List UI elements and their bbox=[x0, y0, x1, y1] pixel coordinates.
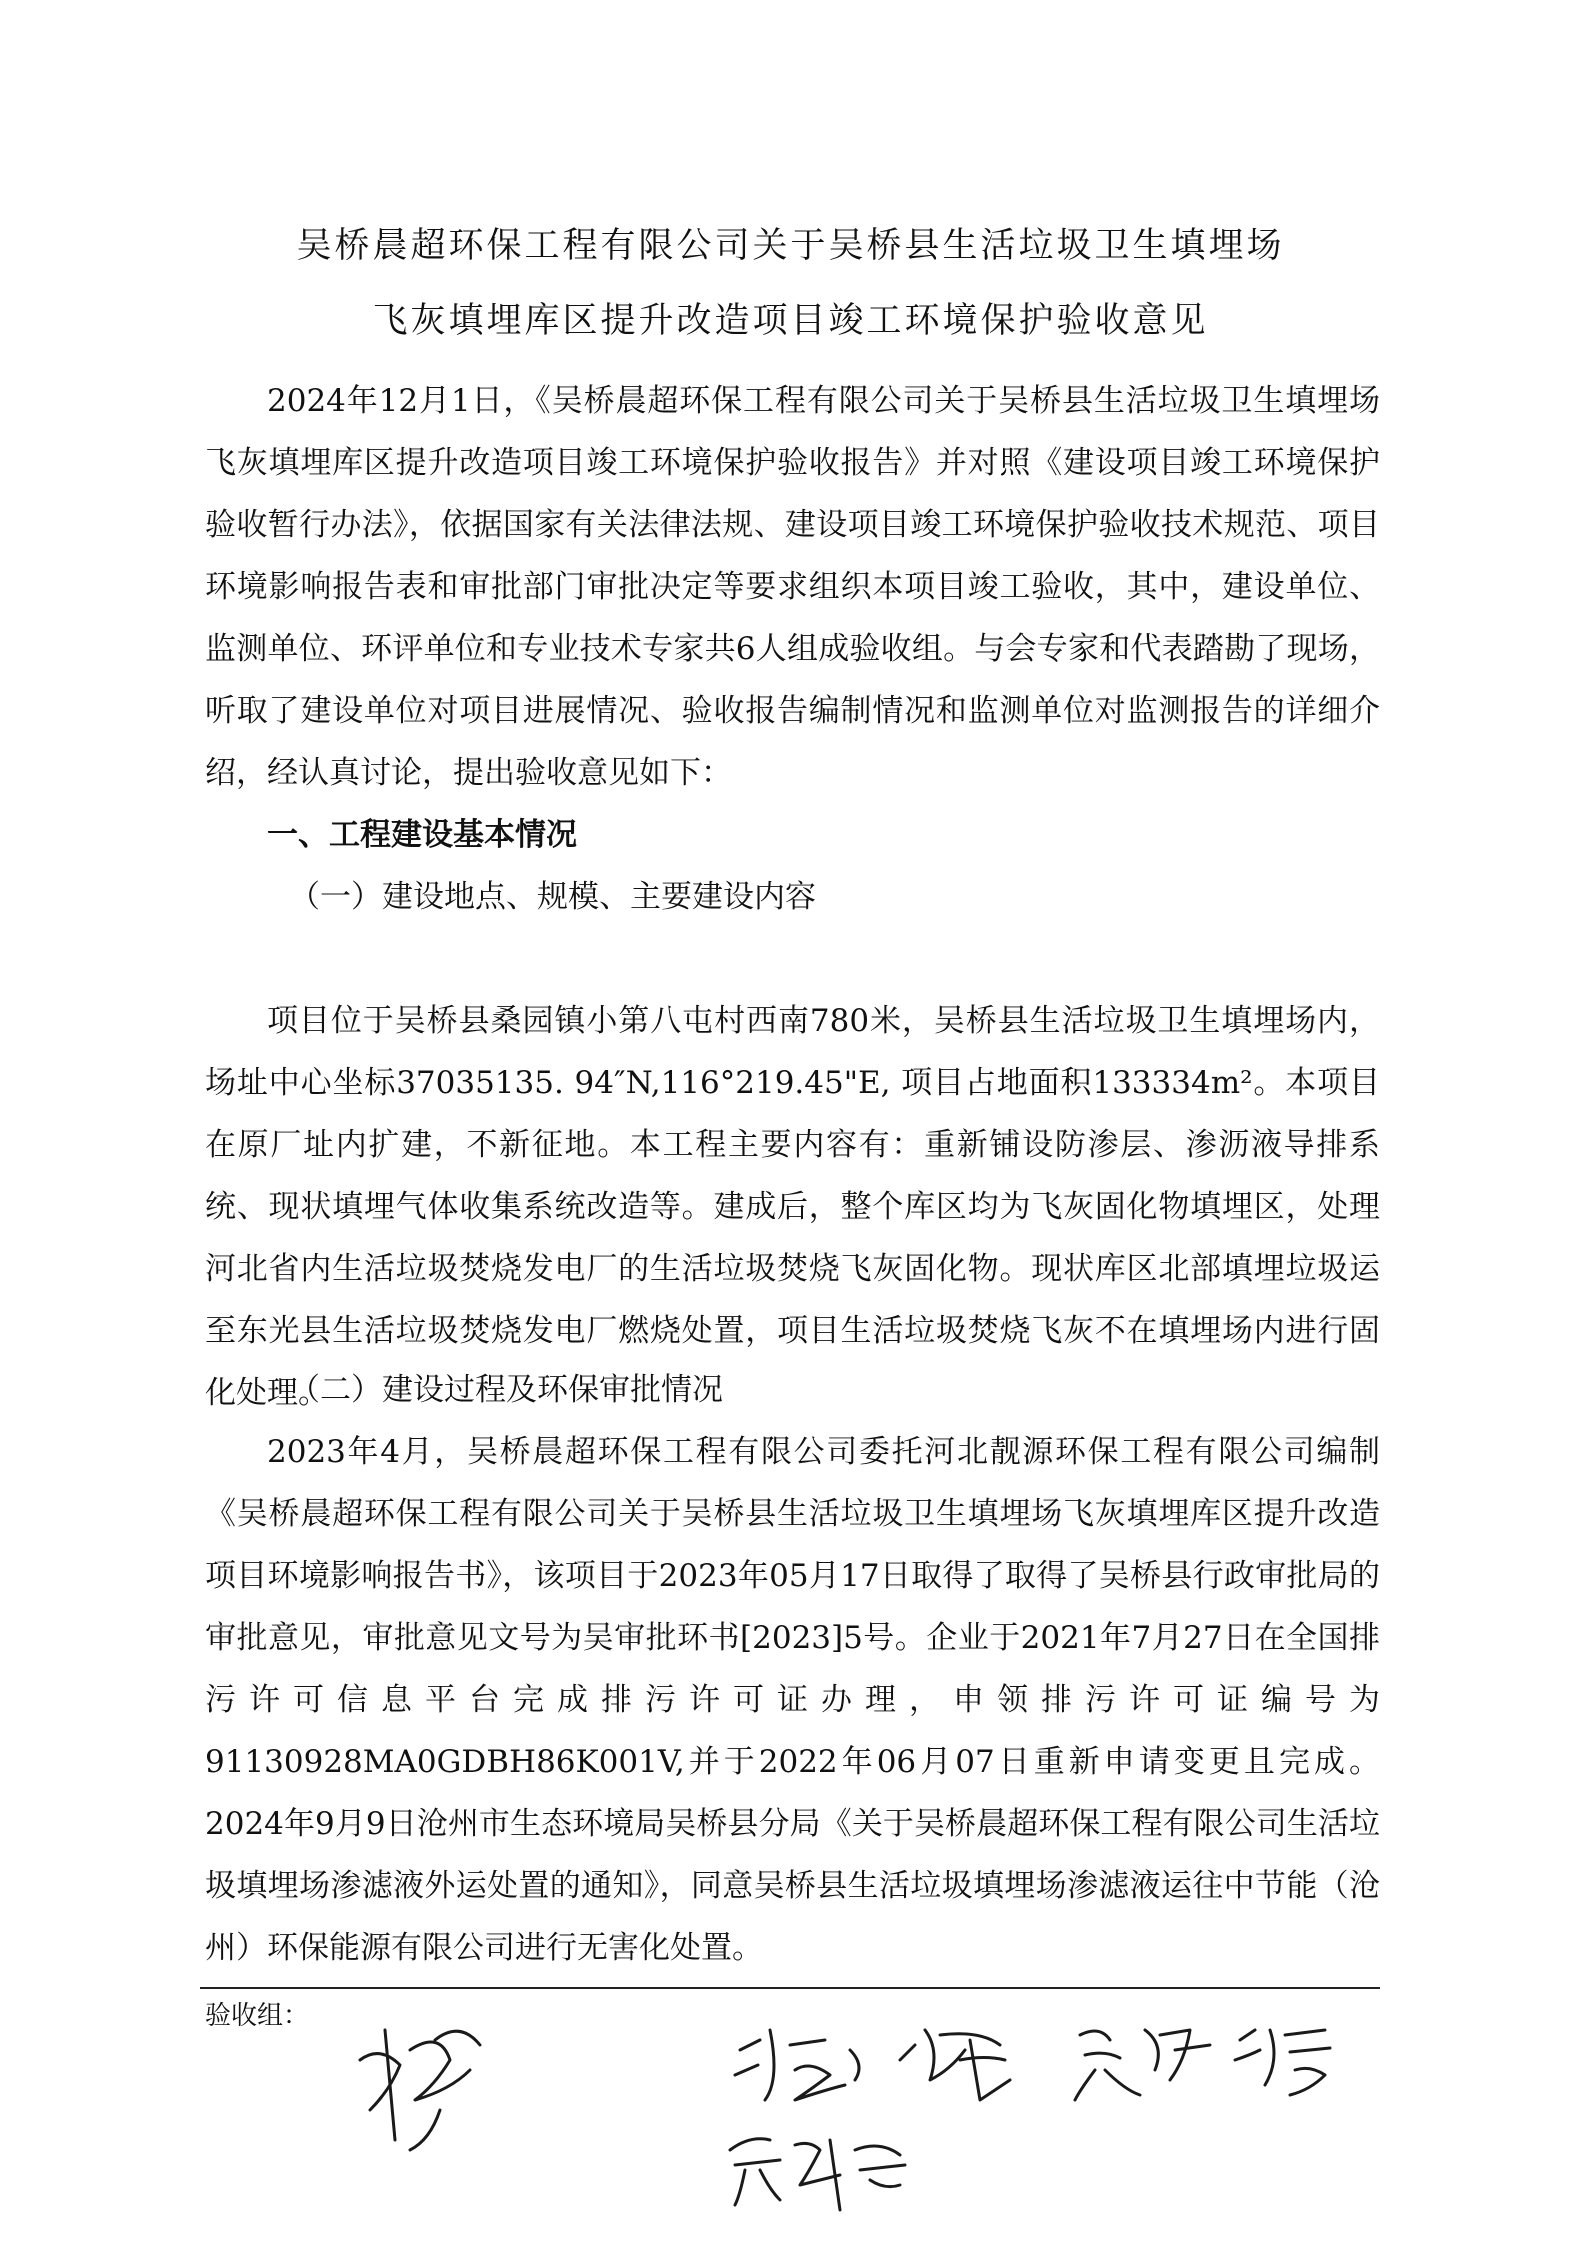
document-title-line1: 吴桥晨超环保工程有限公司关于吴桥县生活垃圾卫生填埋场 bbox=[296, 226, 1285, 266]
subsection2-block bbox=[205, 1359, 1380, 1979]
handwritten-signature-1 bbox=[360, 2030, 480, 2150]
signature-divider bbox=[200, 1987, 1380, 1989]
signature-label: 验收组： bbox=[205, 2001, 310, 2031]
subsection2-paragraph: 2023年4月，吴桥晨超环保工程有限公司委托河北靓源环保工程有限公司编制《吴桥晨超环保工程有限公司关于吴桥县生活垃圾卫生填埋场飞灰填埋库区提升改造项目环境影响报告书》，该项目于2023年05月17日取得了取得了吴桥县行政审批局的审批意见，审批意见文号为吴审批环书[2023]5号。企业于2021年7月27日在全国排污许可信息平台完成排污许可证办理，申领排污许可证编号为91130928MA0GDBH86K001V,并于2022年06月07日重新申请变更且完成。2024年9月9日沧州市生态环境局吴桥县分局《关于吴桥晨超环保工程有限公司生活垃圾填埋场渗滤液外运处置的通知》，同意吴桥县生活垃圾填埋场渗滤液运往中节能（沧州）环保能源有限公司进行无害化处置。 bbox=[205, 1434, 1380, 1966]
section1-heading: 一、工程建设基本情况 bbox=[267, 817, 577, 853]
signatures-area bbox=[340, 1990, 1400, 2220]
handwritten-signature-4 bbox=[1075, 2030, 1210, 2100]
document-title-line2: 飞灰填埋库区提升改造项目竣工环境保护验收意见 bbox=[372, 301, 1209, 341]
subsection1-heading: （一）建设地点、规模、主要建设内容 bbox=[289, 879, 816, 915]
subsection2-heading: （二）建设过程及环保审批情况 bbox=[289, 1372, 723, 1408]
subsection1-paragraph: 项目位于吴桥县桑园镇小第八屯村西南780米，吴桥县生活垃圾卫生填埋场内，场址中心坐标37035135. 94″N,116°219.45"E, 项目占地面积133334m²。本项目在原厂址内扩建，不新征地。本工程主要内容有：重新铺设防渗层、渗沥液导排系统、现状填埋气体收集系统改造等。建成后，整个库区均为飞灰固化物填埋区，处理河北省内生活垃圾焚烧发电厂的生活垃圾焚烧飞灰固化物。现状库区北部填埋垃圾运至东光县生活垃圾焚烧发电厂燃烧处置，项目生活垃圾焚烧飞灰不在填埋场内进行固化处理。 bbox=[205, 1003, 1380, 1411]
handwritten-signature-3 bbox=[900, 2030, 1010, 2100]
handwritten-signature-5 bbox=[1235, 2030, 1330, 2095]
intro-block bbox=[205, 370, 1380, 928]
intro-paragraph: 2024年12月1日，《吴桥晨超环保工程有限公司关于吴桥县生活垃圾卫生填埋场飞灰填埋库区提升改造项目竣工环境保护验收报告》并对照《建设项目竣工环境保护验收暂行办法》，依据国家有关法律法规、建设项目竣工环境保护验收技术规范、项目环境影响报告表和审批部门审批决定等要求组织本项目竣工验收，其中，建设单位、监测单位、环评单位和专业技术专家共6人组成验收组。与会专家和代表踏勘了现场，听取了建设单位对项目进展情况、验收报告编制情况和监测单位对监测报告的详细介绍，经认真讨论，提出验收意见如下： bbox=[205, 383, 1380, 791]
handwritten-signature-6 bbox=[730, 2139, 905, 2210]
handwritten-signature-2 bbox=[735, 2030, 859, 2100]
